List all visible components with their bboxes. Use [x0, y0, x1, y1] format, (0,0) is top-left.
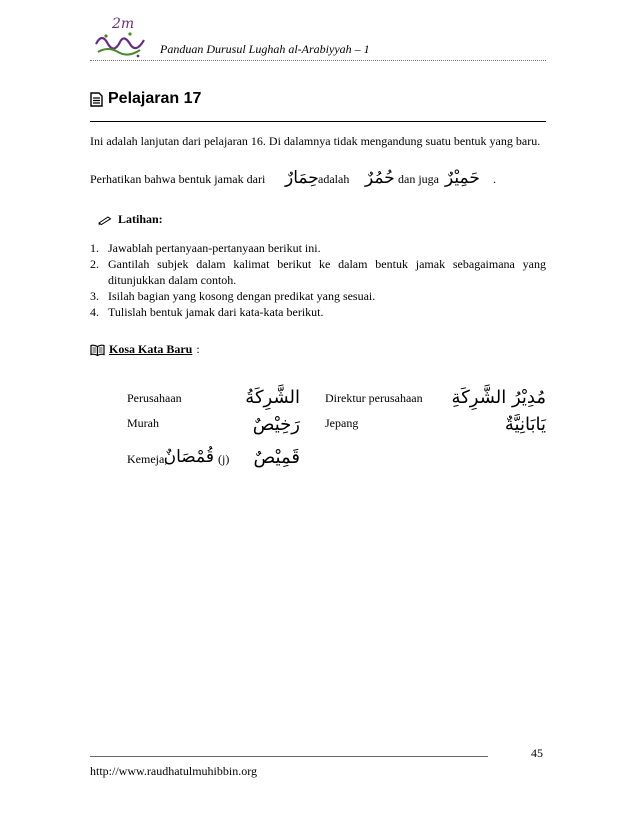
exercise-list	[90, 240, 546, 320]
plural-note-adalah: adalah	[318, 172, 350, 186]
pencil-icon	[98, 215, 112, 225]
list-item-number: 4.	[90, 305, 99, 319]
vocab-meaning: Perusahaan	[127, 391, 182, 405]
vocab-meaning: Direktur perusahaan	[325, 391, 423, 405]
vocab-colon: :	[196, 342, 200, 356]
exercise-heading	[98, 212, 163, 227]
arabic-other-plural: حَمِيْرٌ	[445, 168, 480, 188]
list-item	[90, 288, 546, 304]
vocab-title: Kosa Kata Baru	[109, 342, 193, 356]
plural-note-prefix: Perhatikan bahwa bentuk jamak dari	[90, 172, 266, 186]
vocab-arabic: قَمِيْصٌ	[253, 447, 300, 468]
plural-note-end: .	[493, 172, 496, 186]
list-item-text: Jawablah pertanyaan-pertanyaan berikut ini.	[108, 241, 321, 255]
vocab-arabic: الشَّرِكَةُ	[245, 387, 300, 408]
svg-text:2m: 2m	[112, 16, 135, 32]
book-icon	[90, 344, 105, 356]
list-item-number: 3.	[90, 289, 99, 303]
vocab-meaning: Jepang	[325, 416, 359, 430]
vocab-meaning: Kemeja,	[127, 452, 168, 466]
vocab-arabic: مُدِيْرُ الشَّرِكَةِ	[451, 387, 546, 408]
lesson-title-text: Pelajaran 17	[108, 90, 202, 107]
list-item-text: Isilah bagian yang kosong dengan predikat yang sesuai.	[108, 289, 376, 303]
footer-url: http://www.raudhatulmuhibbin.org	[90, 764, 257, 778]
list-item-number: 1.	[90, 241, 99, 255]
list-item	[90, 240, 546, 256]
arabic-singular: حِمَارٌ	[285, 168, 319, 188]
header-divider	[90, 60, 546, 61]
lesson-title	[90, 90, 201, 108]
arabic-plural: حُمُرٌ	[365, 168, 395, 188]
header-title: Panduan Durusul Lughah al-Arabiyyah – 1	[160, 42, 370, 56]
list-item-text: Gantilah subjek dalam kalimat berikut ke dalam bentuk jamak sebagaimana yang ditunjukkan dalam contoh.	[108, 257, 546, 287]
exercise-title: Latihan:	[118, 212, 163, 226]
vocab-arabic: رَخِيْصٌ	[252, 414, 300, 435]
vocab-arabic: يَابَانِيَّةٌ	[504, 414, 546, 435]
page-number: 45	[531, 746, 543, 760]
list-item-number: 2.	[90, 257, 99, 271]
list-item	[90, 304, 546, 320]
title-divider	[90, 121, 546, 122]
vocab-heading	[90, 342, 200, 357]
intro-paragraph: Ini adalah lanjutan dari pelajaran 16. Di dalamnya tidak mengandung suatu bentuk yang baru.	[90, 134, 541, 148]
list-item	[90, 256, 546, 288]
vocab-meaning: Murah	[127, 416, 159, 430]
vocab-arabic-plural: قُمْصَانٌ	[163, 447, 214, 467]
footer-divider	[90, 756, 488, 757]
vocab-plural-note: (j)	[218, 452, 230, 466]
plural-note-dan-juga: dan juga	[398, 172, 439, 186]
list-item-text: Tulislah bentuk jamak dari kata-kata berikut.	[108, 305, 324, 319]
logo	[90, 14, 152, 60]
document-icon	[90, 92, 103, 107]
